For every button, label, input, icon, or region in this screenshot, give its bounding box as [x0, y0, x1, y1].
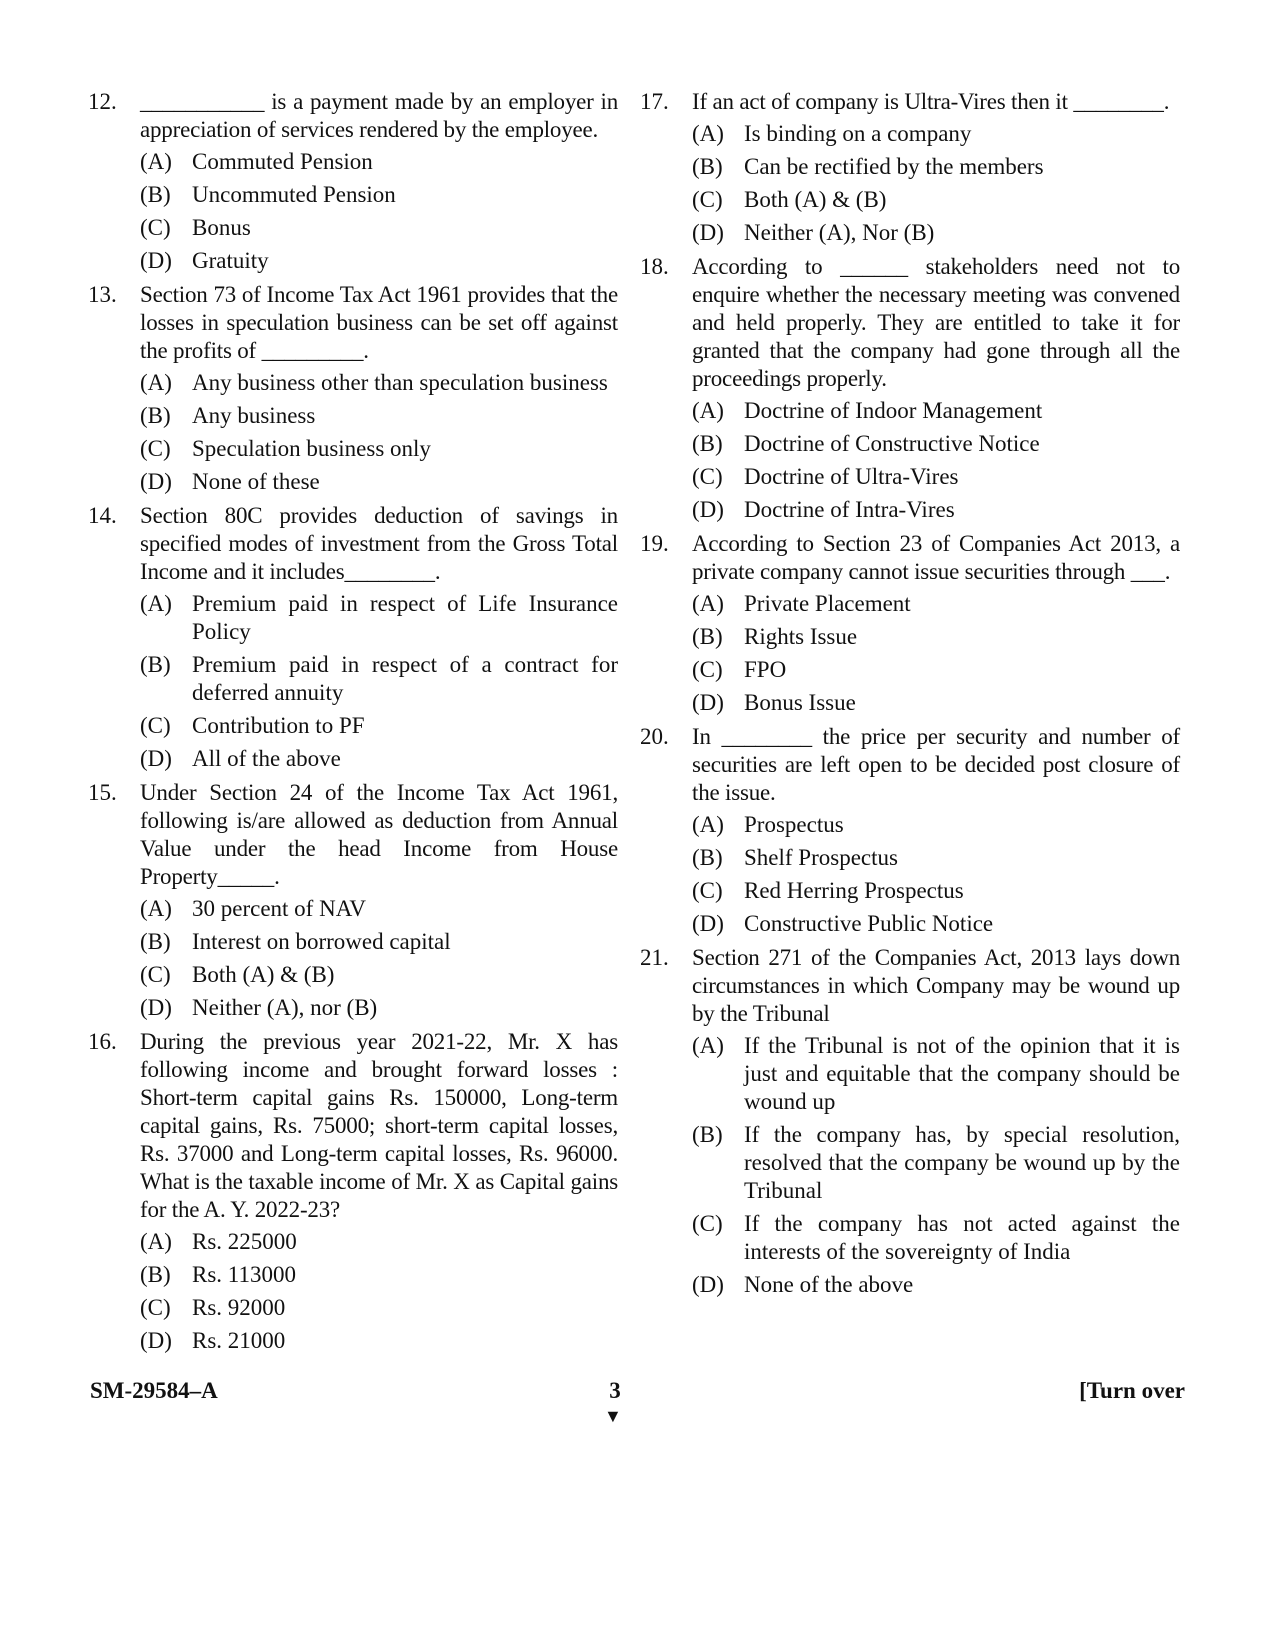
option-label: (A)	[692, 1033, 724, 1058]
option-label: (D)	[140, 469, 172, 494]
option-text: Any business other than speculation business	[192, 370, 608, 395]
option-item	[692, 877, 1180, 905]
question-text-after: .	[1163, 89, 1170, 114]
option-text: Rs. 21000	[192, 1328, 286, 1353]
option-item	[692, 1271, 1180, 1299]
question-text	[692, 944, 1180, 1028]
answer-blank: _____	[217, 864, 275, 889]
option-item	[692, 120, 1180, 148]
question-17	[640, 88, 1180, 247]
option-text: Neither (A), Nor (B)	[744, 220, 935, 245]
option-text: Premium paid in respect of a contract for deferred annuity	[192, 652, 618, 705]
question-text-before: According to Section 23 of Companies Act 2013, a private company cannot issue securities through	[692, 531, 1180, 584]
option-label: (B)	[692, 154, 723, 179]
option-label: (C)	[692, 878, 723, 903]
question-text-after: .	[274, 864, 280, 889]
option-item	[140, 895, 618, 923]
option-text: Any business	[192, 403, 316, 428]
option-text: Both (A) & (B)	[192, 962, 335, 987]
answer-blank: ________	[344, 559, 435, 584]
option-item	[140, 148, 618, 176]
question-text-before: During the previous year 2021-22, Mr. X has following income and brought forward losses : Short-term capital gains Rs. 150000, Long-term capital gains, Rs. 75000; short-term capital losses, Rs. 37000 and Long-term capital losses, Rs. 96000. What is the taxable income of Mr. X as Capital gains for the A. Y. 2022-23?	[140, 1029, 618, 1222]
option-label: (C)	[140, 962, 171, 987]
answer-blank: ________	[721, 724, 812, 749]
option-text: Doctrine of Intra-Vires	[744, 497, 955, 522]
option-item	[140, 435, 618, 463]
option-text: Doctrine of Constructive Notice	[744, 431, 1040, 456]
question-text-before: If an act of company is Ultra-Vires then it	[692, 89, 1074, 114]
question-text-after: is a payment made by an employer in appreciation of services rendered by the employee.	[140, 89, 618, 142]
option-item	[140, 247, 618, 275]
option-text: If the company has not acted against the interests of the sovereignty of India	[744, 1211, 1180, 1264]
options-list	[140, 369, 618, 496]
question-number: 13.	[88, 282, 117, 307]
option-item	[140, 369, 618, 397]
question-text-after: stakeholders need not to enquire whether the necessary meeting was convened and held properly. They are entitled to take it for granted that the company had gone through all the proceedings properly.	[692, 254, 1180, 391]
option-label: (A)	[140, 370, 172, 395]
option-item	[692, 153, 1180, 181]
option-item	[140, 1294, 618, 1322]
option-text: None of these	[192, 469, 320, 494]
option-text: Is binding on a company	[744, 121, 972, 146]
option-item	[140, 214, 618, 242]
option-text: If the Tribunal is not of the opinion that it is just and equitable that the company should be wound up	[744, 1033, 1180, 1114]
question-text-after: the price per security and number of securities are left open to be decided post closure of the issue.	[692, 724, 1181, 805]
answer-blank: _________	[261, 338, 364, 363]
option-item	[692, 689, 1180, 717]
option-label: (B)	[692, 624, 723, 649]
question-number: 21.	[640, 945, 669, 970]
option-label: (C)	[140, 215, 171, 240]
options-list	[140, 1228, 618, 1355]
question-text	[692, 88, 1180, 116]
question-text-before: According to	[692, 254, 841, 279]
option-label: (D)	[692, 911, 724, 936]
question-15	[88, 779, 618, 1022]
option-text: Uncommuted Pension	[192, 182, 396, 207]
question-14	[88, 502, 618, 773]
option-item	[692, 910, 1180, 938]
question-text	[692, 253, 1180, 393]
option-label: (C)	[692, 1211, 723, 1236]
option-text: Commuted Pension	[192, 149, 373, 174]
option-label: (B)	[140, 929, 171, 954]
option-item	[692, 1210, 1180, 1266]
option-item	[140, 994, 618, 1022]
option-label: (C)	[692, 187, 723, 212]
option-text: None of the above	[744, 1272, 914, 1297]
option-item	[692, 623, 1180, 651]
answer-blank: ___________	[140, 89, 265, 114]
question-text-before: In	[692, 724, 722, 749]
answer-blank: ______	[840, 254, 908, 279]
option-label: (C)	[140, 436, 171, 461]
question-number: 18.	[640, 254, 669, 279]
question-number: 19.	[640, 531, 669, 556]
option-label: (A)	[692, 121, 724, 146]
options-list	[140, 590, 618, 773]
option-label: (C)	[140, 1295, 171, 1320]
option-text: FPO	[744, 657, 787, 682]
question-number: 20.	[640, 724, 669, 749]
options-list	[692, 1032, 1180, 1299]
option-item	[692, 811, 1180, 839]
option-text: Neither (A), nor (B)	[192, 995, 378, 1020]
answer-blank: ___	[1130, 559, 1165, 584]
question-16	[88, 1028, 618, 1355]
question-number: 15.	[88, 780, 117, 805]
option-label: (A)	[692, 812, 724, 837]
option-label: (D)	[692, 1272, 724, 1297]
option-item	[692, 1121, 1180, 1205]
question-19	[640, 530, 1180, 717]
option-text: Shelf Prospectus	[744, 845, 898, 870]
option-text: If the company has, by special resolution, resolved that the company be wound up by the Tribunal	[744, 1122, 1180, 1203]
option-item	[140, 712, 618, 740]
option-label: (D)	[140, 248, 172, 273]
question-text-before: Section 73 of Income Tax Act 1961 provides that the losses in speculation business can be set off against the profits of	[140, 282, 618, 363]
question-number: 12.	[88, 89, 117, 114]
option-item	[692, 590, 1180, 618]
answer-blank: ________	[1073, 89, 1164, 114]
option-item	[140, 651, 618, 707]
question-text	[140, 1028, 618, 1224]
option-item	[692, 397, 1180, 425]
option-label: (B)	[140, 403, 171, 428]
option-text: Premium paid in respect of Life Insurance Policy	[192, 591, 618, 644]
question-number: 17.	[640, 89, 669, 114]
option-label: (D)	[140, 1328, 172, 1353]
option-item	[692, 496, 1180, 524]
question-text-after: .	[1164, 559, 1171, 584]
option-text: Rs. 92000	[192, 1295, 286, 1320]
option-label: (B)	[140, 182, 171, 207]
question-18	[640, 253, 1180, 524]
option-text: Interest on borrowed capital	[192, 929, 451, 954]
option-text: Prospectus	[744, 812, 844, 837]
options-list	[692, 397, 1180, 524]
turn-over-label: [Turn over	[1079, 1378, 1185, 1403]
option-text: 30 percent of NAV	[192, 896, 366, 921]
option-text: Rs. 225000	[192, 1229, 297, 1254]
question-text-before: Under Section 24 of the Income Tax Act 1961, following is/are allowed as deduction from Annual Value under the head Income from House Property	[140, 780, 618, 889]
option-text: Doctrine of Indoor Management	[744, 398, 1043, 423]
option-text: Private Placement	[744, 591, 911, 616]
option-label: (A)	[692, 398, 724, 423]
page-number: 3	[609, 1378, 621, 1403]
question-21	[640, 944, 1180, 1299]
question-text	[140, 88, 618, 144]
option-text: All of the above	[192, 746, 341, 771]
down-arrow-icon: ▼	[604, 1406, 622, 1426]
question-13	[88, 281, 618, 496]
option-text: Bonus Issue	[744, 690, 856, 715]
option-item	[140, 1327, 618, 1355]
option-label: (B)	[692, 1122, 723, 1147]
option-item	[692, 463, 1180, 491]
option-label: (A)	[140, 1229, 172, 1254]
option-text: Bonus	[192, 215, 251, 240]
page-footer	[90, 1378, 1185, 1438]
option-item	[692, 186, 1180, 214]
option-item	[140, 1261, 618, 1289]
option-label: (D)	[140, 746, 172, 771]
option-label: (A)	[140, 896, 172, 921]
option-label: (D)	[140, 995, 172, 1020]
option-text: Can be rectified by the members	[744, 154, 1044, 179]
question-text	[692, 530, 1180, 586]
option-item	[140, 928, 618, 956]
question-12	[88, 88, 618, 275]
paper-code: SM-29584–A	[90, 1378, 218, 1403]
option-label: (A)	[140, 149, 172, 174]
option-label: (B)	[140, 652, 171, 677]
option-item	[692, 219, 1180, 247]
option-text: Contribution to PF	[192, 713, 365, 738]
question-text-after: .	[434, 559, 441, 584]
option-text: Rights Issue	[744, 624, 858, 649]
option-item	[692, 1032, 1180, 1116]
option-label: (B)	[140, 1262, 171, 1287]
option-label: (C)	[692, 657, 723, 682]
question-text	[140, 281, 618, 365]
option-item	[140, 590, 618, 646]
question-20	[640, 723, 1180, 938]
option-label: (D)	[692, 497, 724, 522]
option-label: (A)	[692, 591, 724, 616]
option-text: Constructive Public Notice	[744, 911, 994, 936]
options-list	[140, 895, 618, 1022]
option-label: (A)	[140, 591, 172, 616]
question-text-before: Section 80C provides deduction of savings in specified modes of investment from the Gross Total Income and it includes	[140, 503, 618, 584]
option-item	[692, 844, 1180, 872]
option-item	[692, 656, 1180, 684]
option-label: (B)	[692, 845, 723, 870]
option-text: Gratuity	[192, 248, 269, 273]
options-list	[692, 811, 1180, 938]
options-list	[140, 148, 618, 275]
option-item	[692, 430, 1180, 458]
question-text	[140, 502, 618, 586]
question-text-before: Section 271 of the Companies Act, 2013 lays down circumstances in which Company may be wound up by the Tribunal	[692, 945, 1180, 1026]
option-label: (C)	[140, 713, 171, 738]
option-item	[140, 961, 618, 989]
option-item	[140, 181, 618, 209]
option-label: (D)	[692, 220, 724, 245]
left-column	[88, 88, 618, 1361]
option-item	[140, 745, 618, 773]
options-list	[692, 590, 1180, 717]
option-label: (C)	[692, 464, 723, 489]
option-label: (B)	[692, 431, 723, 456]
option-item	[140, 468, 618, 496]
question-number: 16.	[88, 1029, 117, 1054]
question-text	[692, 723, 1180, 807]
option-label: (D)	[692, 690, 724, 715]
right-column	[640, 88, 1180, 1305]
question-text	[140, 779, 618, 891]
question-text-after: .	[363, 338, 369, 363]
option-text: Red Herring Prospectus	[744, 878, 964, 903]
option-text: Both (A) & (B)	[744, 187, 887, 212]
option-text: Speculation business only	[192, 436, 431, 461]
question-number: 14.	[88, 503, 117, 528]
option-item	[140, 402, 618, 430]
option-text: Doctrine of Ultra-Vires	[744, 464, 959, 489]
options-list	[692, 120, 1180, 247]
option-text: Rs. 113000	[192, 1262, 296, 1287]
option-item	[140, 1228, 618, 1256]
